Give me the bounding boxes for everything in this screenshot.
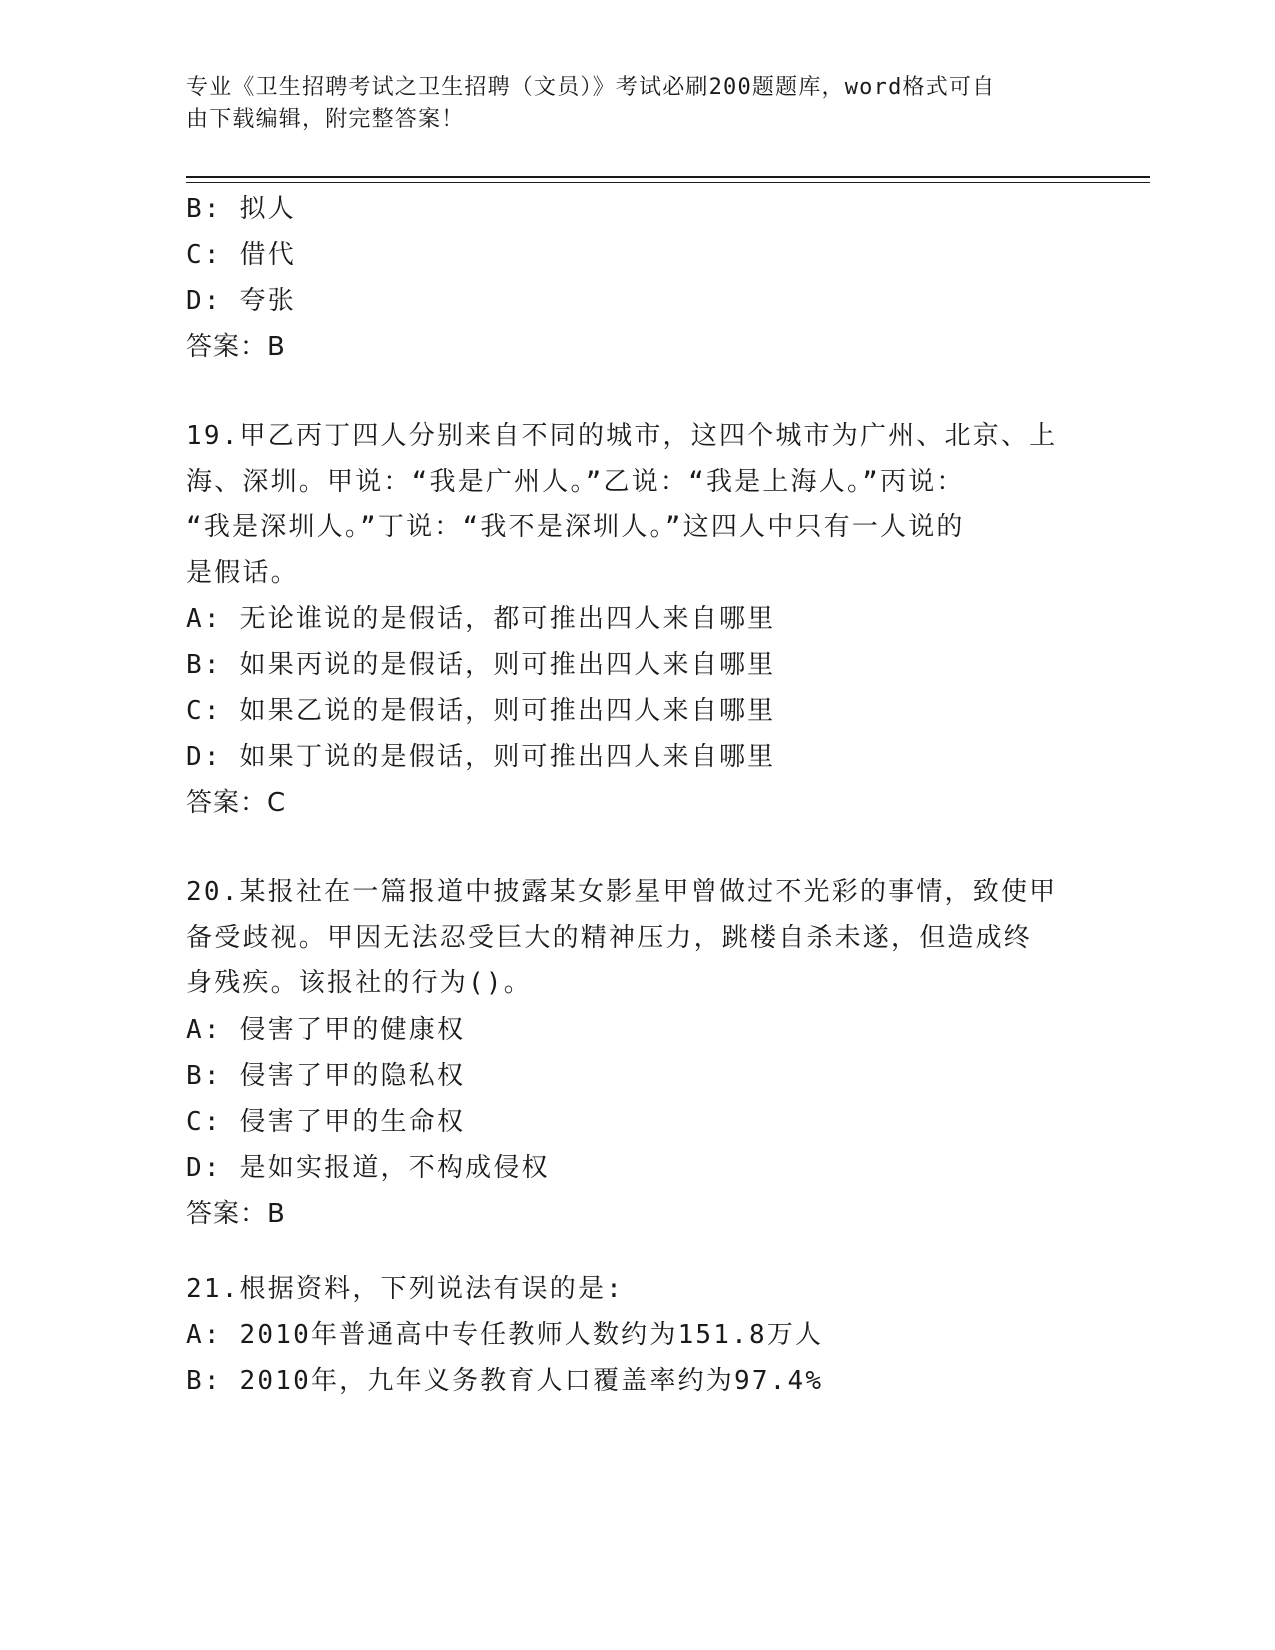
question-stem-line: “我是深圳人。”丁说：“我不是深圳人。”这四人中只有一人说的 <box>186 512 965 542</box>
option-b: B: 侵害了甲的隐私权 <box>186 1060 466 1091</box>
question-stem-line: 是假话。 <box>186 557 299 588</box>
option-c: C: 借代 <box>186 240 296 270</box>
question-spacer <box>186 826 1086 870</box>
option-d: D: 如果丁说的是假话，则可推出四人来自哪里 <box>186 742 776 772</box>
option-a: A: 2010年普通高中专任教师人数约为151.8万人 <box>186 1320 824 1350</box>
option-a: A: 无论谁说的是假话，都可推出四人来自哪里 <box>186 604 776 634</box>
question-spacer <box>186 1237 1086 1267</box>
option-d: D: 是如实报道，不构成侵权 <box>186 1152 550 1183</box>
question-21 <box>186 1267 1086 1405</box>
question-content <box>186 186 1086 1404</box>
header-divider-thick <box>186 176 1150 178</box>
option-c: C: 侵害了甲的生命权 <box>186 1106 466 1137</box>
option-d: D: 夸张 <box>186 286 296 316</box>
question-20 <box>186 870 1086 1237</box>
question-stem-line: 备受歧视。甲因无法忍受巨大的精神压力，跳楼自杀未遂，但造成终 <box>186 922 1033 953</box>
question-stem-line: 海、深圳。甲说：“我是广州人。”乙说：“我是上海人。”丙说： <box>186 466 965 497</box>
question-stem-line: 21.根据资料，下列说法有误的是: <box>186 1273 625 1304</box>
header-line-1: 专业《卫生招聘考试之卫生招聘（文员）》考试必刷200题题库，word格式可自 <box>186 75 996 100</box>
header-divider-thin <box>186 182 1150 183</box>
question-stem-line: 身残疾。该报社的行为()。 <box>186 968 532 998</box>
option-c: C: 如果乙说的是假话，则可推出四人来自哪里 <box>186 696 776 726</box>
question-18-continued <box>186 186 1086 370</box>
question-19 <box>186 414 1086 826</box>
option-b: B: 如果丙说的是假话，则可推出四人来自哪里 <box>186 650 776 680</box>
answer-line: 答案：B <box>186 332 286 362</box>
question-spacer <box>186 370 1086 414</box>
document-header <box>186 72 1086 136</box>
answer-line: 答案：B <box>186 1198 286 1229</box>
option-b: B: 2010年，九年义务教育人口覆盖率约为97.4% <box>186 1366 824 1396</box>
question-stem-line: 20.某报社在一篇报道中披露某女影星甲曾做过不光彩的事情，致使甲 <box>186 877 1058 907</box>
question-stem-line: 19.甲乙丙丁四人分别来自不同的城市，这四个城市为广州、北京、上 <box>186 421 1058 451</box>
option-b: B: 拟人 <box>186 194 296 224</box>
header-line-2: 由下载编辑，附完整答案！ <box>186 107 465 132</box>
option-a: A: 侵害了甲的健康权 <box>186 1014 466 1045</box>
answer-line: 答案：C <box>186 788 287 818</box>
